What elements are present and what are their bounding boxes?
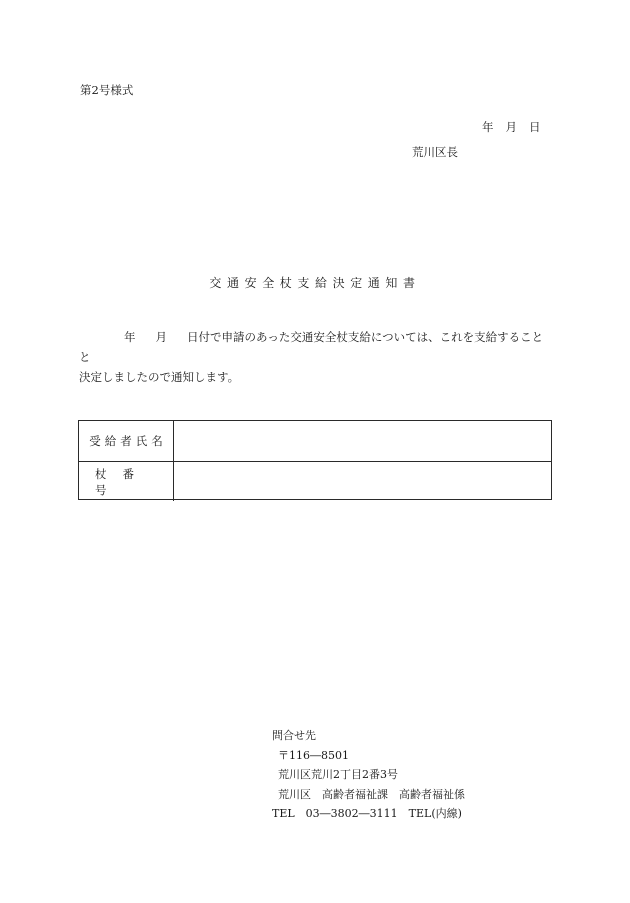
issuer: 荒川区長 <box>412 145 458 159</box>
contact-phone: TEL 03―3802―3111 TEL(内線) <box>272 807 462 820</box>
table-row <box>79 461 551 501</box>
contact-block <box>272 726 465 824</box>
body-text-line2: 決定しましたので通知します。 <box>79 370 240 384</box>
body-month: 月 <box>155 330 167 344</box>
contact-postal: 〒116―8501 <box>278 748 349 762</box>
date-line <box>482 119 541 135</box>
contact-heading: 問合せ先 <box>272 729 316 742</box>
date-month: 月 <box>505 120 517 134</box>
recipient-name-value <box>174 421 551 461</box>
form-number: 第2号様式 <box>80 83 134 97</box>
date-year: 年 <box>482 120 494 134</box>
cane-number-label: 杖番号 <box>79 462 174 501</box>
body-year: 年 <box>124 330 136 344</box>
body-text <box>79 327 554 387</box>
cane-number-value <box>174 462 551 501</box>
recipient-name-label: 受給者氏名 <box>79 421 174 461</box>
body-text-line1: 日付で申請のあった交通安全杖支給については、これを支給することと <box>79 330 544 364</box>
document-title: 交通安全杖支給決定通知書 <box>209 276 421 290</box>
recipient-table <box>78 420 552 500</box>
date-day: 日 <box>529 120 541 134</box>
contact-department: 荒川区 高齢者福祉課 高齢者福祉係 <box>278 787 465 801</box>
table-row <box>79 421 551 461</box>
contact-address: 荒川区荒川2丁目2番3号 <box>278 768 398 781</box>
